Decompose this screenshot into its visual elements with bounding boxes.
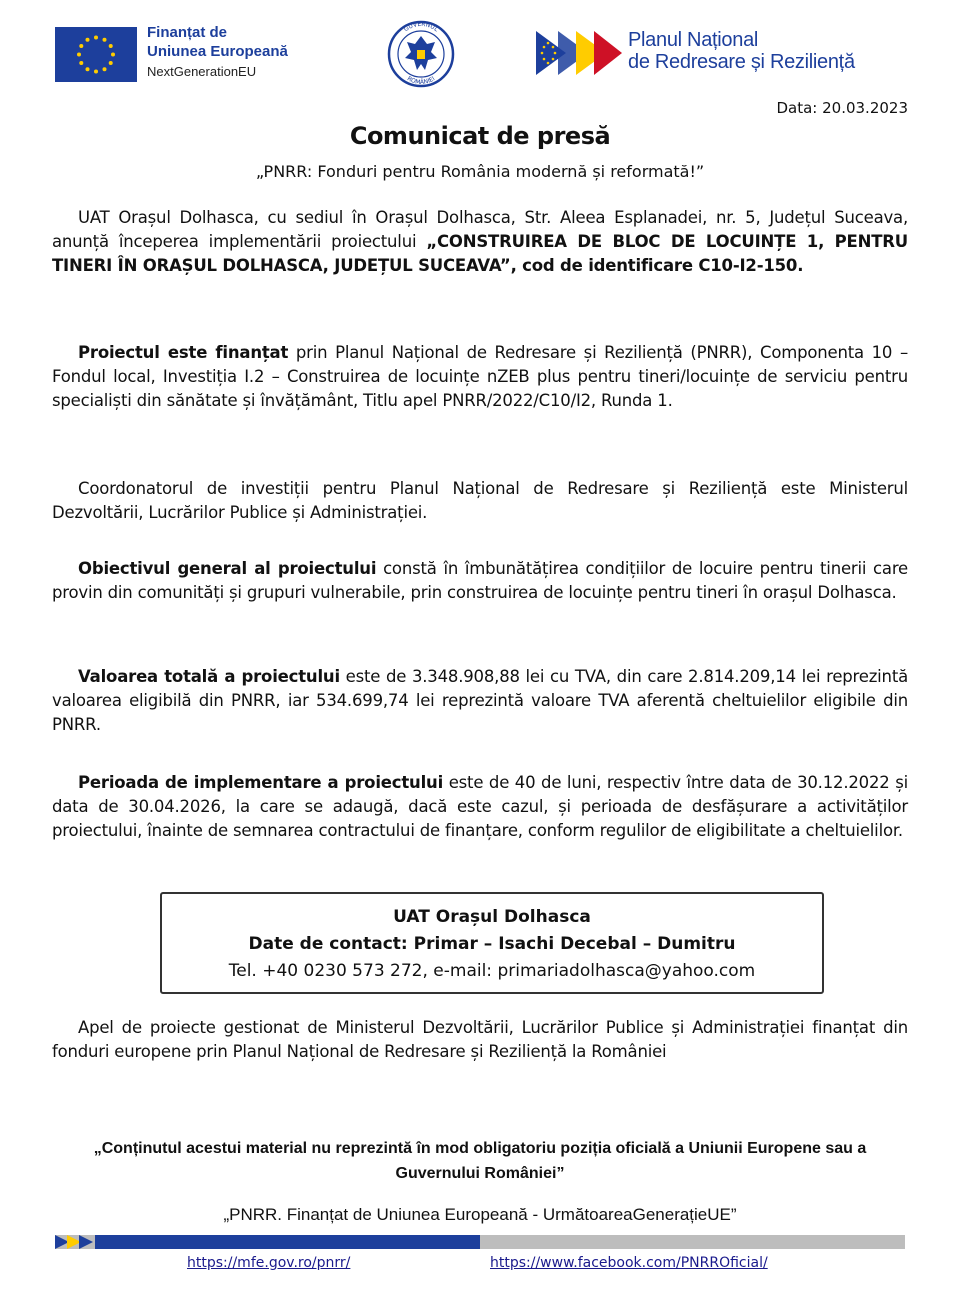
paragraph-value xyxy=(52,665,908,737)
eu-star-icon xyxy=(94,70,98,74)
eu-star-icon xyxy=(103,67,107,71)
slogan: „PNRR. Finanțat de Uniunea Europeană - UrmătoareaGenerațieUE” xyxy=(223,1205,737,1224)
paragraph-period xyxy=(52,771,908,843)
eu-star-icon xyxy=(86,38,90,42)
link-facebook[interactable]: https://www.facebook.com/PNRROficial/ xyxy=(490,1255,768,1271)
eu-star-icon xyxy=(94,36,98,40)
contact-line3: Tel. +40 0230 573 272, e-mail: primariadolhasca@yahoo.com xyxy=(228,961,756,981)
paragraph-call-info xyxy=(52,1016,908,1064)
contact-box xyxy=(160,892,824,994)
eu-line1: Finanțat de xyxy=(147,24,228,41)
footer-color-bar xyxy=(55,1235,905,1249)
p5-text: este de 3.348.908,88 lei cu TVA, din care 2.814.209,14 lei reprezintă valoarea eligibilă din PNRR, iar 534.699,74 lei reprezintă valoare TVA aferentă cheltuielilor eligibile din PNRR. xyxy=(52,667,908,734)
eu-funding-text xyxy=(147,23,288,81)
pnrr-line1: Planul Național xyxy=(628,29,759,51)
eu-flag-icon xyxy=(55,27,137,82)
eu-star-icon xyxy=(77,53,81,57)
page-subtitle: „PNRR: Fonduri pentru România modernă și reformată!” xyxy=(255,162,705,181)
page-title: Comunicat de presă xyxy=(349,122,611,150)
press-release-date: Data: 20.03.2023 xyxy=(776,99,908,117)
p4-bold: Obiectivul general al proiectului xyxy=(78,559,377,578)
p6-text: este de 40 de luni, respectiv între data de 30.12.2022 și data de 30.04.2026, la care se adaugă, dacă este cazul, și perioada de desfășurare a activităților proiectului, înainte de semnarea contractului de finanțare, conform regulilor de eligibilitate a cheltuielilor. xyxy=(52,773,908,840)
pnrr-title xyxy=(628,29,855,73)
p1-bold: „CONSTRUIREA DE BLOC DE LOCUINȚE 1, PENTRU TINERI ÎN ORAȘUL DOLHASCA, JUDEȚUL SUCEAVA”, cod de identificare C10-I2-150. xyxy=(52,232,908,275)
p1-text: UAT Orașul Dolhasca, cu sediul în Orașul Dolhasca, Str. Aleea Esplanadei, nr. 5, Județul Suceava, anunță începerea implementării proiectului xyxy=(52,208,908,251)
p3-text: Coordonatorul de investiții pentru Planul Național de Redresare și Reziliență este Ministerul Dezvoltării, Lucrărilor Publice și Administrației. xyxy=(52,479,908,522)
seal-text-top: GUVERNUL xyxy=(402,20,440,34)
p7-text: Apel de proiecte gestionat de Ministerul Dezvoltării, Lucrărilor Publice și Administrației finanțat din fonduri europene prin Planul Național de Redresare și Reziliență la României xyxy=(52,1018,908,1061)
link-mfe[interactable]: https://mfe.gov.ro/pnrr/ xyxy=(187,1255,351,1271)
eu-line2: Uniunea Europeană xyxy=(147,43,288,60)
pnrr-logo-icon xyxy=(536,27,622,79)
eu-line3: NextGenerationEU xyxy=(147,64,257,79)
paragraph-funding xyxy=(52,341,908,413)
p5-bold: Valoarea totală a proiectului xyxy=(78,667,340,686)
p2-text: prin Planul Național de Redresare și Reziliență (PNRR), Componenta 10 – Fondul local, Investiția I.2 – Construirea de locuințe nZEB plus pentru tineri/locuințe de serviciu pentru specialiști din sănătate și învățământ, Titlu apel PNRR/2022/C10/I2, Runda 1. xyxy=(52,343,908,410)
eu-star-icon xyxy=(79,44,83,48)
paragraph-objective xyxy=(52,557,908,605)
disclaimer: „Conținutul acestui material nu reprezintă în mod obligatoriu poziția oficială a Uniunii Europene sau a Guvernului României” xyxy=(93,1140,867,1182)
paragraph-project-intro xyxy=(52,206,908,278)
contact-line1: UAT Orașul Dolhasca xyxy=(393,907,591,927)
eu-star-icon xyxy=(103,38,107,42)
paragraph-coordinator xyxy=(52,477,908,525)
contact-line2: Date de contact: Primar – Isachi Decebal – Dumitru xyxy=(248,934,736,954)
eu-star-icon xyxy=(109,61,113,65)
p4-text: constă în îmbunătățirea condițiilor de locuire pentru tinerii care provin din comunități și grupuri vulnerabile, prin construirea de locuințe pentru tineri în orașul Dolhasca. xyxy=(52,559,908,602)
government-seal-icon xyxy=(387,20,455,88)
eu-star-icon xyxy=(111,53,115,57)
pnrr-line2: de Redresare și Reziliență xyxy=(628,51,855,73)
seal-text-bottom: ROMÂNIEI xyxy=(405,75,437,87)
eu-star-icon xyxy=(79,61,83,65)
eu-star-icon xyxy=(86,67,90,71)
eu-star-icon xyxy=(109,44,113,48)
p6-bold: Perioada de implementare a proiectului xyxy=(78,773,444,792)
p2-bold: Proiectul este finanțat xyxy=(78,343,289,362)
